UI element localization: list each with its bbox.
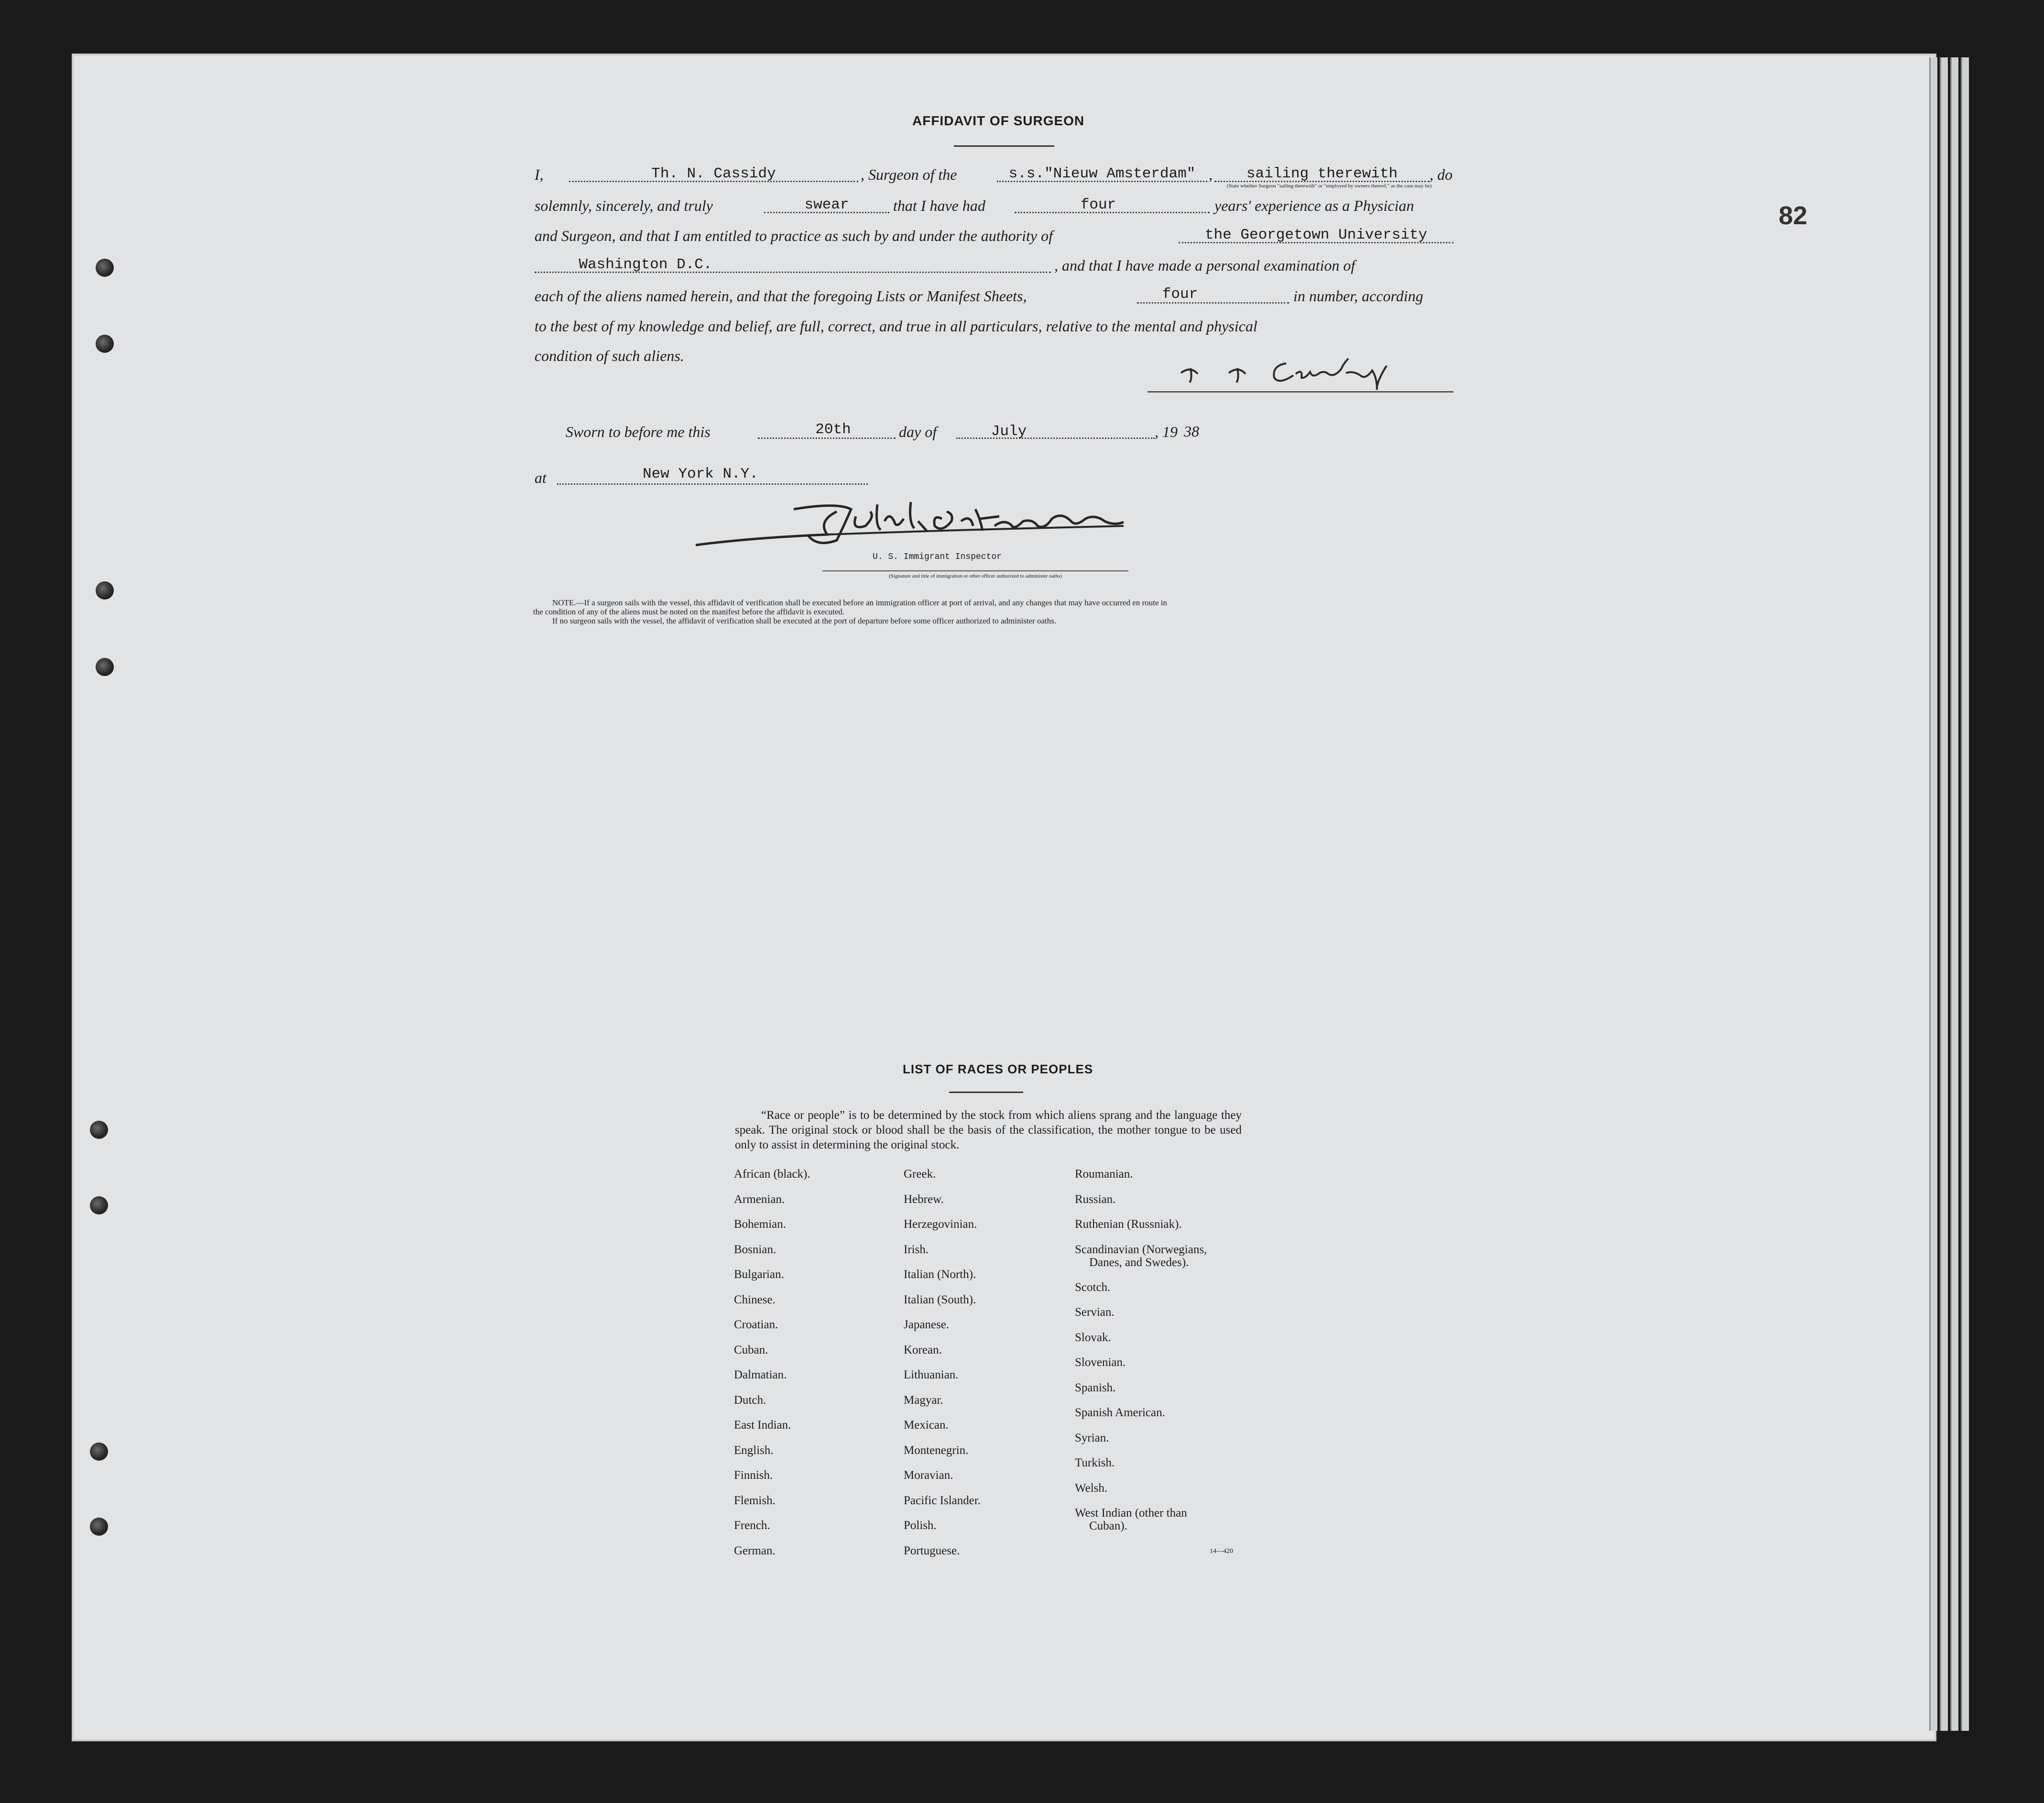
sworn-year-field: 38 <box>1184 423 1199 440</box>
race-item: English. <box>734 1443 774 1457</box>
punch-hole <box>96 581 114 600</box>
place-field: New York N.Y. <box>643 466 758 482</box>
races-column-2 <box>904 1167 981 1568</box>
races-title-underline <box>949 1092 1023 1093</box>
title-underline <box>954 145 1054 147</box>
race-item: African (black). <box>734 1168 810 1180</box>
race-item: Flemish. <box>734 1494 776 1507</box>
affidavit-text: , Surgeon of the <box>861 166 957 183</box>
race-item: Turkish. <box>1075 1456 1115 1469</box>
race-item: Spanish American. <box>1075 1406 1165 1419</box>
race-item: Chinese. <box>734 1293 776 1306</box>
affidavit-title: AFFIDAVIT OF SURGEON <box>912 113 1085 128</box>
page-number: 82 <box>1779 201 1808 230</box>
page-stack-edges <box>1929 57 1982 1731</box>
sworn-day-field: 20th <box>815 421 851 438</box>
surgeon-signature <box>1176 344 1425 397</box>
affidavit-note-line-1: NOTE.—If a surgeon sails with the vessel, this affidavit of verification shall be executed before an immigration officer at port of arrival, and any changes that may have occurred en route in <box>552 598 1167 607</box>
race-item: Greek. <box>904 1168 936 1180</box>
race-item: Dutch. <box>734 1393 766 1407</box>
affidavit-text: condition of such aliens. <box>535 347 684 364</box>
affidavit-text: that I have had <box>893 197 985 214</box>
affidavit-note-line-3: If no surgeon sails with the vessel, the affidavit of verification shall be executed at the port of departure before some officer authorized to administer oaths. <box>552 616 1057 625</box>
race-item: Pacific Islander. <box>904 1494 981 1507</box>
authority-field-cont: Washington D.C. <box>579 256 712 273</box>
races-title: LIST OF RACES OR PEOPLES <box>903 1062 1093 1076</box>
race-item: Bohemian. <box>734 1218 787 1231</box>
affidavit-text: solemnly, sincerely, and truly <box>535 197 713 214</box>
race-item: Russian. <box>1075 1192 1116 1206</box>
races-column-3 <box>1075 1167 1207 1544</box>
authority-field: the Georgetown University <box>1204 227 1428 243</box>
race-item: Spanish. <box>1075 1381 1116 1394</box>
sheets-field: four <box>1162 286 1198 303</box>
race-item: Portuguese. <box>904 1544 960 1557</box>
vessel-name-field: s.s."Nieuw Amsterdam" <box>1008 165 1196 182</box>
race-item: Japanese. <box>904 1318 950 1331</box>
race-item: Bosnian. <box>734 1243 776 1256</box>
race-item: Bulgarian. <box>734 1268 784 1281</box>
race-item: Italian (South). <box>904 1293 976 1306</box>
affidavit-text: each of the aliens named herein, and that the foregoing Lists or Manifest Sheets, <box>535 287 1027 305</box>
races-intro: “Race or people” is to be determined by the stock from which aliens sprang and the language they speak. The original stock or blood shall be the basis of the classification, the mother tongue to be used only to assist in determining the original stock. <box>735 1109 1242 1151</box>
surgeon-signature-line <box>1148 391 1454 393</box>
race-item: Ruthenian (Russniak). <box>1075 1218 1182 1231</box>
race-item: Montenegrin. <box>904 1443 969 1457</box>
sworn-text: , 19 <box>1155 423 1178 440</box>
punch-hole <box>90 1196 108 1214</box>
punch-hole <box>96 658 114 676</box>
race-item: Finnish. <box>734 1469 773 1482</box>
affidavit-note-line-2: the condition of any of the aliens must be noted on the manifest before the affidavit is executed. <box>533 607 845 616</box>
race-item: Roumanian. <box>1075 1168 1133 1180</box>
race-item: Moravian. <box>904 1469 953 1482</box>
race-item: Korean. <box>904 1343 942 1356</box>
affidavit-text: years' experience as a Physician <box>1214 197 1414 214</box>
capacity-field: sailing therewith <box>1246 165 1398 182</box>
at-label: at <box>535 469 547 486</box>
form-number: 14—420 <box>1210 1548 1233 1555</box>
affidavit-text: to the best of my knowledge and belief, are full, correct, and true in all particulars, relative to the mental and physical <box>535 317 1257 335</box>
race-item: French. <box>734 1519 770 1532</box>
race-item: Slovak. <box>1075 1331 1111 1344</box>
race-item: Syrian. <box>1075 1431 1109 1444</box>
oath-field: swear <box>804 197 849 213</box>
affidavit-text: , and that I have made a personal examination of <box>1054 257 1355 274</box>
race-item: German. <box>734 1544 776 1557</box>
officer-caption: (Signature and title of immigration or other officer authorized to administer oaths) <box>889 573 1062 579</box>
race-item: Slovenian. <box>1075 1356 1126 1369</box>
race-item: Armenian. <box>734 1192 785 1206</box>
race-item: Lithuanian. <box>904 1368 959 1381</box>
race-item: Dalmatian. <box>734 1368 787 1381</box>
affidavit-text: in number, according <box>1293 287 1423 305</box>
race-item: Italian (North). <box>904 1268 976 1281</box>
race-item: Croatian. <box>734 1318 778 1331</box>
officer-signature-line <box>822 570 1128 571</box>
affidavit-text: and Surgeon, and that I am entitled to practice as such by and under the authority of <box>535 227 1053 244</box>
race-item: Scotch. <box>1075 1280 1111 1294</box>
punch-hole <box>96 259 114 277</box>
fill-line <box>557 483 868 485</box>
sworn-text: Sworn to before me this <box>566 423 710 440</box>
race-item: Scandinavian (Norwegians, <box>1075 1243 1207 1256</box>
surgeon-name-field: Th. N. Cassidy <box>651 165 776 182</box>
capacity-hint: (State whether Surgeon "sailing therewith" or "employed by owners thereof," as the case may be) <box>1226 183 1432 189</box>
affidavit-text: , do <box>1430 166 1453 183</box>
punch-hole <box>90 1442 108 1461</box>
race-item: East Indian. <box>734 1419 791 1431</box>
punch-hole <box>90 1518 108 1536</box>
sworn-text: day of <box>899 423 937 440</box>
sworn-month-field: July <box>991 423 1027 440</box>
years-field: four <box>1080 197 1116 213</box>
race-item: West Indian (other than <box>1075 1507 1187 1519</box>
race-item: Servian. <box>1075 1306 1115 1319</box>
race-item: Polish. <box>904 1519 937 1532</box>
race-item: Irish. <box>904 1243 929 1256</box>
affidavit-text: , <box>1209 166 1213 183</box>
race-item: Danes, and Swedes). <box>1089 1256 1189 1269</box>
race-item: Herzegovinian. <box>904 1218 977 1231</box>
race-item: Mexican. <box>904 1419 949 1431</box>
race-item: Magyar. <box>904 1393 943 1407</box>
races-column-1 <box>734 1167 810 1568</box>
affidavit-text: I, <box>535 166 544 183</box>
race-item: Cuban). <box>1089 1519 1127 1532</box>
document-page <box>72 54 1936 1741</box>
race-item: Cuban. <box>734 1343 768 1356</box>
race-item: Hebrew. <box>904 1192 944 1206</box>
punch-hole <box>90 1121 108 1139</box>
race-item: Welsh. <box>1075 1481 1108 1495</box>
punch-hole <box>96 335 114 353</box>
officer-title: U. S. Immigrant Inspector <box>872 552 1002 562</box>
